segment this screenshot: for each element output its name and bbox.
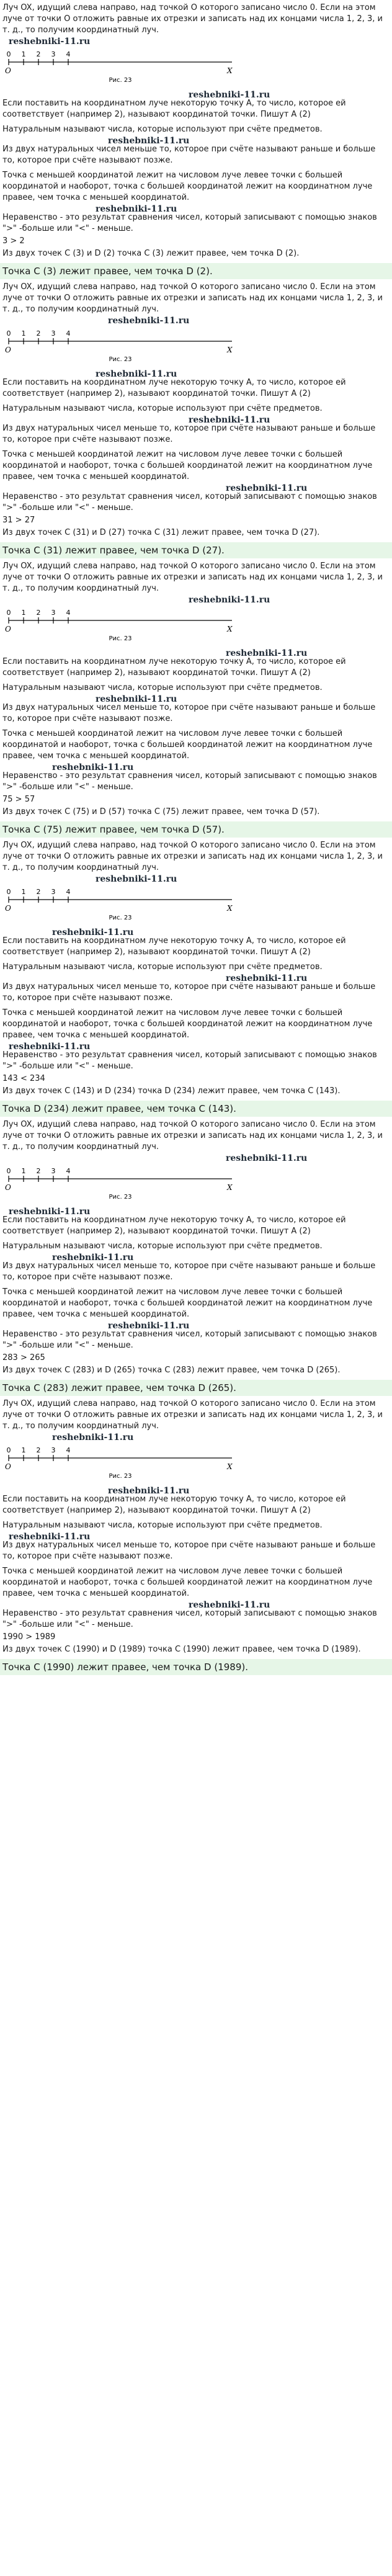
ray-tick-label: 4 [66,1446,71,1454]
ray-tick-label: 4 [66,1167,71,1175]
ray-tick-label: 2 [36,329,41,338]
answer-box: Точка C (1990) лежит правее, чем точка D (1989). [0,1659,392,1675]
paragraph: Если поставить на координатном луче некоторую точку A, то число, которое ей соответствует (например 2), называют координатой точки. Пишут A (2) [2,1215,346,1236]
watermark-line [2,1252,390,1261]
paragraph: Из двух натуральных чисел меньше то, которое при счёте называют раньше и больше то, которое при счёте называют позже. [2,145,376,165]
ray-tick-label: 4 [66,888,71,896]
coordinate-ray-figure [2,47,390,86]
coordinate-ray [2,47,238,86]
paragraph: Точка с меньшей координатой лежит на числовом луче левее точки с большей координатой и наоборот, точка с большей координатой лежит на координатном луче правее, чем точка с меньшей координатой. [2,1287,373,1319]
coordinate-ray [2,1443,238,1482]
ray-origin-label: O [5,625,11,633]
paragraph: Луч OX, идущий слева направо, над точкой O которого записано число 0. Если на этом луче от точки O отложить равные их отрезки и записать над их концами числа 1, 2, 3, и т. д., то получим координатный луч. [2,841,383,872]
task-explanation: Из двух точек C (143) и D (234) точка D (234) лежит правее, чем точка C (143). [2,1086,341,1096]
solution-section [0,558,392,838]
ray-end-label: X [227,346,233,354]
ray-tick-label: 3 [51,329,56,338]
ray-tick-label: 2 [36,50,41,58]
inequality: 143 < 234 [2,1074,45,1083]
watermark: reshebniki-11.ru [52,1433,134,1442]
ray-origin-label: O [5,346,11,354]
ray-tick-label: 2 [36,609,41,617]
paragraph: Луч OX, идущий слева направо, над точкой O которого записано число 0. Если на этом луче от точки O отложить равные их отрезки и записать над их концами числа 1, 2, 3, и т. д., то получим координатный луч. [2,282,383,314]
paragraph: Точка с меньшей координатой лежит на числовом луче левее точки с большей координатой и наоборот, точка с большей координатой лежит на координатном луче правее, чем точка с меньшей координатой. [2,1008,373,1040]
ray-origin-label: O [5,66,11,75]
paragraph: Точка с меньшей координатой лежит на числовом луче левее точки с большей координатой и наоборот, точка с большей координатой лежит на координатном луче правее, чем точка с меньшей координатой. [2,729,373,761]
watermark: reshebniki-11.ru [9,1207,91,1217]
watermark-line [2,927,390,936]
watermark: reshebniki-11.ru [96,204,177,214]
ray-tick-label: 1 [21,888,26,896]
inequality: 283 > 265 [2,1353,45,1362]
watermark-line [2,414,390,423]
ray-end-label: X [227,904,233,913]
ray-tick-label: 4 [66,329,71,338]
paragraph: Натуральным называют числа, которые используют при счёте предметов. [2,125,323,134]
solution-section [0,0,392,279]
ray-tick-label: 1 [21,50,26,58]
figure-caption: Рис. 23 [109,1473,132,1480]
paragraph: Неравенство - это результат сравнения чисел, который записывают с помощью знаков ">" -больше или "<" - меньше. [2,213,377,233]
answer-box: Точка C (3) лежит правее, чем точка D (2). [0,263,392,279]
ray-tick-label: 1 [21,329,26,338]
paragraph: Если поставить на координатном луче некоторую точку A, то число, которое ей соответствует (например 2), называют координатой точки. Пишут A (2) [2,936,346,957]
coordinate-ray-figure [2,326,390,365]
watermark-line [2,36,390,45]
ray-origin-label: O [5,904,11,913]
watermark: reshebniki-11.ru [9,37,91,47]
paragraph: Из двух натуральных чисел меньше то, которое при счёте называют раньше и больше то, которое при счёте называют позже. [2,982,376,1003]
ray-tick-label: 4 [66,50,71,58]
watermark: reshebniki-11.ru [108,1486,190,1496]
watermark-line [2,648,390,656]
paragraph: Если поставить на координатном луче некоторую точку A, то число, которое ей соответствует (например 2), называют координатой точки. Пишут A (2) [2,378,346,398]
solution-section [0,279,392,558]
task-explanation: Из двух точек C (31) и D (27) точка C (31) лежит правее, чем точка D (27). [2,528,320,537]
ray-tick-label: 0 [6,1446,11,1454]
paragraph: Если поставить на координатном луче некоторую точку A, то число, которое ей соответствует (например 2), называют координатой точки. Пишут A (2) [2,1495,346,1515]
watermark-line [2,483,390,491]
paragraph: Натуральным называют числа, которые используют при счёте предметов. [2,1521,323,1530]
watermark: reshebniki-11.ru [226,483,308,493]
figure-caption: Рис. 23 [109,915,132,921]
figure-caption: Рис. 23 [109,1194,132,1201]
watermark-line [2,369,390,377]
paragraph: Из двух натуральных чисел меньше то, которое при счёте называют раньше и больше то, которое при счёте называют позже. [2,703,376,723]
coordinate-ray [2,1164,238,1202]
paragraph: Натуральным называют числа, которые используют при счёте предметов. [2,962,323,972]
ray-tick-label: 4 [66,609,71,617]
ray-tick-label: 0 [6,1167,11,1175]
paragraph: Неравенство - это результат сравнения чисел, который записывают с помощью знаков ">" -больше или "<" - меньше. [2,1050,377,1071]
watermark: reshebniki-11.ru [96,694,177,704]
paragraph: Натуральным называют числа, которые используют при счёте предметов. [2,683,323,692]
ray-end-label: X [227,1183,233,1192]
ray-tick-label: 2 [36,1167,41,1175]
watermark-line [2,594,390,603]
watermark: reshebniki-11.ru [52,1253,134,1263]
inequality: 1990 > 1989 [2,1632,56,1642]
ray-tick-label: 0 [6,609,11,617]
paragraph: Луч OX, идущий слева направо, над точкой O которого записано число 0. Если на этом луче от точки O отложить равные их отрезки и записать над их концами числа 1, 2, 3, и т. д., то получим координатный луч. [2,3,383,35]
watermark: reshebniki-11.ru [52,928,134,937]
watermark: reshebniki-11.ru [96,874,177,884]
ray-origin-label: O [5,1183,11,1192]
watermark-line [2,1531,390,1540]
answer-box: Точка C (31) лежит правее, чем точка D (27). [0,542,392,558]
figure-caption: Рис. 23 [109,77,132,84]
coordinate-ray-figure [2,1164,390,1202]
paragraph: Луч OX, идущий слева направо, над точкой O которого записано число 0. Если на этом луче от точки O отложить равные их отрезки и записать над их концами числа 1, 2, 3, и т. д., то получим координатный луч. [2,561,383,593]
watermark: reshebniki-11.ru [52,763,134,772]
watermark-line [2,762,390,771]
paragraph: Натуральным называют числа, которые используют при счёте предметов. [2,1241,323,1251]
ray-end-label: X [227,1462,233,1471]
ray-tick-label: 2 [36,888,41,896]
answer-box: Точка C (283) лежит правее, чем точка D (265). [0,1380,392,1396]
coordinate-ray-figure [2,606,390,644]
watermark: reshebniki-11.ru [226,648,308,658]
paragraph: Точка с меньшей координатой лежит на числовом луче левее точки с большей координатой и наоборот, точка с большей координатой лежит на координатном луче правее, чем точка с меньшей координатой. [2,171,373,202]
watermark-line [2,1206,390,1215]
solution-section [0,1396,392,1675]
watermark: reshebniki-11.ru [9,1532,91,1542]
solution-section [0,1117,392,1396]
coordinate-ray [2,326,238,365]
watermark-line [2,1153,390,1161]
ray-tick-label: 3 [51,888,56,896]
ray-tick-label: 1 [21,609,26,617]
paragraph: Натуральным называют числа, которые используют при счёте предметов. [2,404,323,413]
watermark: reshebniki-11.ru [108,1321,190,1331]
ray-tick-label: 0 [6,888,11,896]
inequality: 3 > 2 [2,236,25,246]
answer-box: Точка C (75) лежит правее, чем точка D (57). [0,821,392,838]
watermark-line [2,203,390,212]
watermark-line [2,89,390,98]
ray-tick-label: 3 [51,609,56,617]
watermark: reshebniki-11.ru [189,90,270,100]
watermark-line [2,1599,390,1608]
paragraph: Луч OX, идущий слева направо, над точкой O которого записано число 0. Если на этом луче от точки O отложить равные их отрезки и записать над их концами числа 1, 2, 3, и т. д., то получим координатный луч. [2,1120,383,1152]
watermark: reshebniki-11.ru [108,316,190,326]
ray-tick-label: 0 [6,50,11,58]
watermark: reshebniki-11.ru [189,415,270,425]
solution-section [0,838,392,1117]
ray-end-label: X [227,66,233,75]
answer-box: Точка D (234) лежит правее, чем точка C (143). [0,1101,392,1117]
watermark-line [2,1485,390,1494]
coordinate-ray-figure [2,885,390,923]
paragraph: Луч OX, идущий слева направо, над точкой O которого записано число 0. Если на этом луче от точки O отложить равные их отрезки и записать над их концами числа 1, 2, 3, и т. д., то получим координатный луч. [2,1399,383,1431]
paragraph: Из двух натуральных чисел меньше то, которое при счёте называют раньше и больше то, которое при счёте называют позже. [2,1541,376,1561]
ray-tick-label: 3 [51,50,56,58]
paragraph: Неравенство - это результат сравнения чисел, который записывают с помощью знаков ">" -больше или "<" - меньше. [2,1609,377,1629]
watermark-line [2,874,390,882]
watermark-line [2,1432,390,1441]
ray-tick-label: 1 [21,1167,26,1175]
paragraph: Неравенство - это результат сравнения чисел, который записывают с помощью знаков ">" -больше или "<" - меньше. [2,492,377,512]
task-explanation: Из двух точек C (283) и D (265) точка C (283) лежит правее, чем точка D (265). [2,1366,341,1375]
watermark-line [2,1320,390,1329]
task-explanation: Из двух точек C (75) и D (57) точка C (75) лежит правее, чем точка D (57). [2,807,320,816]
ray-tick-label: 0 [6,329,11,338]
watermark-line [2,135,390,144]
paragraph: Неравенство - это результат сравнения чисел, который записывают с помощью знаков ">" -больше или "<" - меньше. [2,771,377,792]
ray-tick-label: 3 [51,1446,56,1454]
watermark: reshebniki-11.ru [189,595,270,605]
watermark-line [2,315,390,324]
watermark: reshebniki-11.ru [108,136,190,146]
figure-caption: Рис. 23 [109,356,132,363]
ray-end-label: X [227,625,233,633]
watermark: reshebniki-11.ru [226,1153,308,1163]
ray-tick-label: 2 [36,1446,41,1454]
watermark-line [2,973,390,982]
watermark: reshebniki-11.ru [226,973,308,983]
paragraph: Точка с меньшей координатой лежит на числовом луче левее точки с большей координатой и наоборот, точка с большей координатой лежит на координатном луче правее, чем точка с меньшей координатой. [2,1567,373,1598]
ray-tick-label: 3 [51,1167,56,1175]
paragraph: Из двух натуральных чисел меньше то, которое при счёте называют раньше и больше то, которое при счёте называют позже. [2,424,376,444]
paragraph: Если поставить на координатном луче некоторую точку A, то число, которое ей соответствует (например 2), называют координатой точки. Пишут A (2) [2,99,346,119]
ray-tick-label: 1 [21,1446,26,1454]
watermark-line [2,1041,390,1050]
inequality: 31 > 27 [2,516,35,525]
task-explanation: Из двух точек C (3) и D (2) точка C (3) лежит правее, чем точка D (2). [2,249,300,258]
coordinate-ray [2,885,238,923]
watermark: reshebniki-11.ru [9,1042,91,1052]
watermark-line [2,694,390,702]
figure-caption: Рис. 23 [109,635,132,642]
coordinate-ray-figure [2,1443,390,1482]
inequality: 75 > 57 [2,795,35,804]
paragraph: Если поставить на координатном луче некоторую точку A, то число, которое ей соответствует (например 2), называют координатой точки. Пишут A (2) [2,657,346,678]
coordinate-ray [2,606,238,644]
watermark: reshebniki-11.ru [96,369,177,379]
watermark: reshebniki-11.ru [189,1600,270,1610]
ray-origin-label: O [5,1462,11,1471]
task-explanation: Из двух точек C (1990) и D (1989) точка C (1990) лежит правее, чем точка D (1989). [2,1645,361,1654]
paragraph: Точка с меньшей координатой лежит на числовом луче левее точки с большей координатой и наоборот, точка с большей координатой лежит на координатном луче правее, чем точка с меньшей координатой. [2,450,373,481]
paragraph: Из двух натуральных чисел меньше то, которое при счёте называют раньше и больше то, которое при счёте называют позже. [2,1261,376,1282]
paragraph: Неравенство - это результат сравнения чисел, который записывают с помощью знаков ">" -больше или "<" - меньше. [2,1330,377,1350]
